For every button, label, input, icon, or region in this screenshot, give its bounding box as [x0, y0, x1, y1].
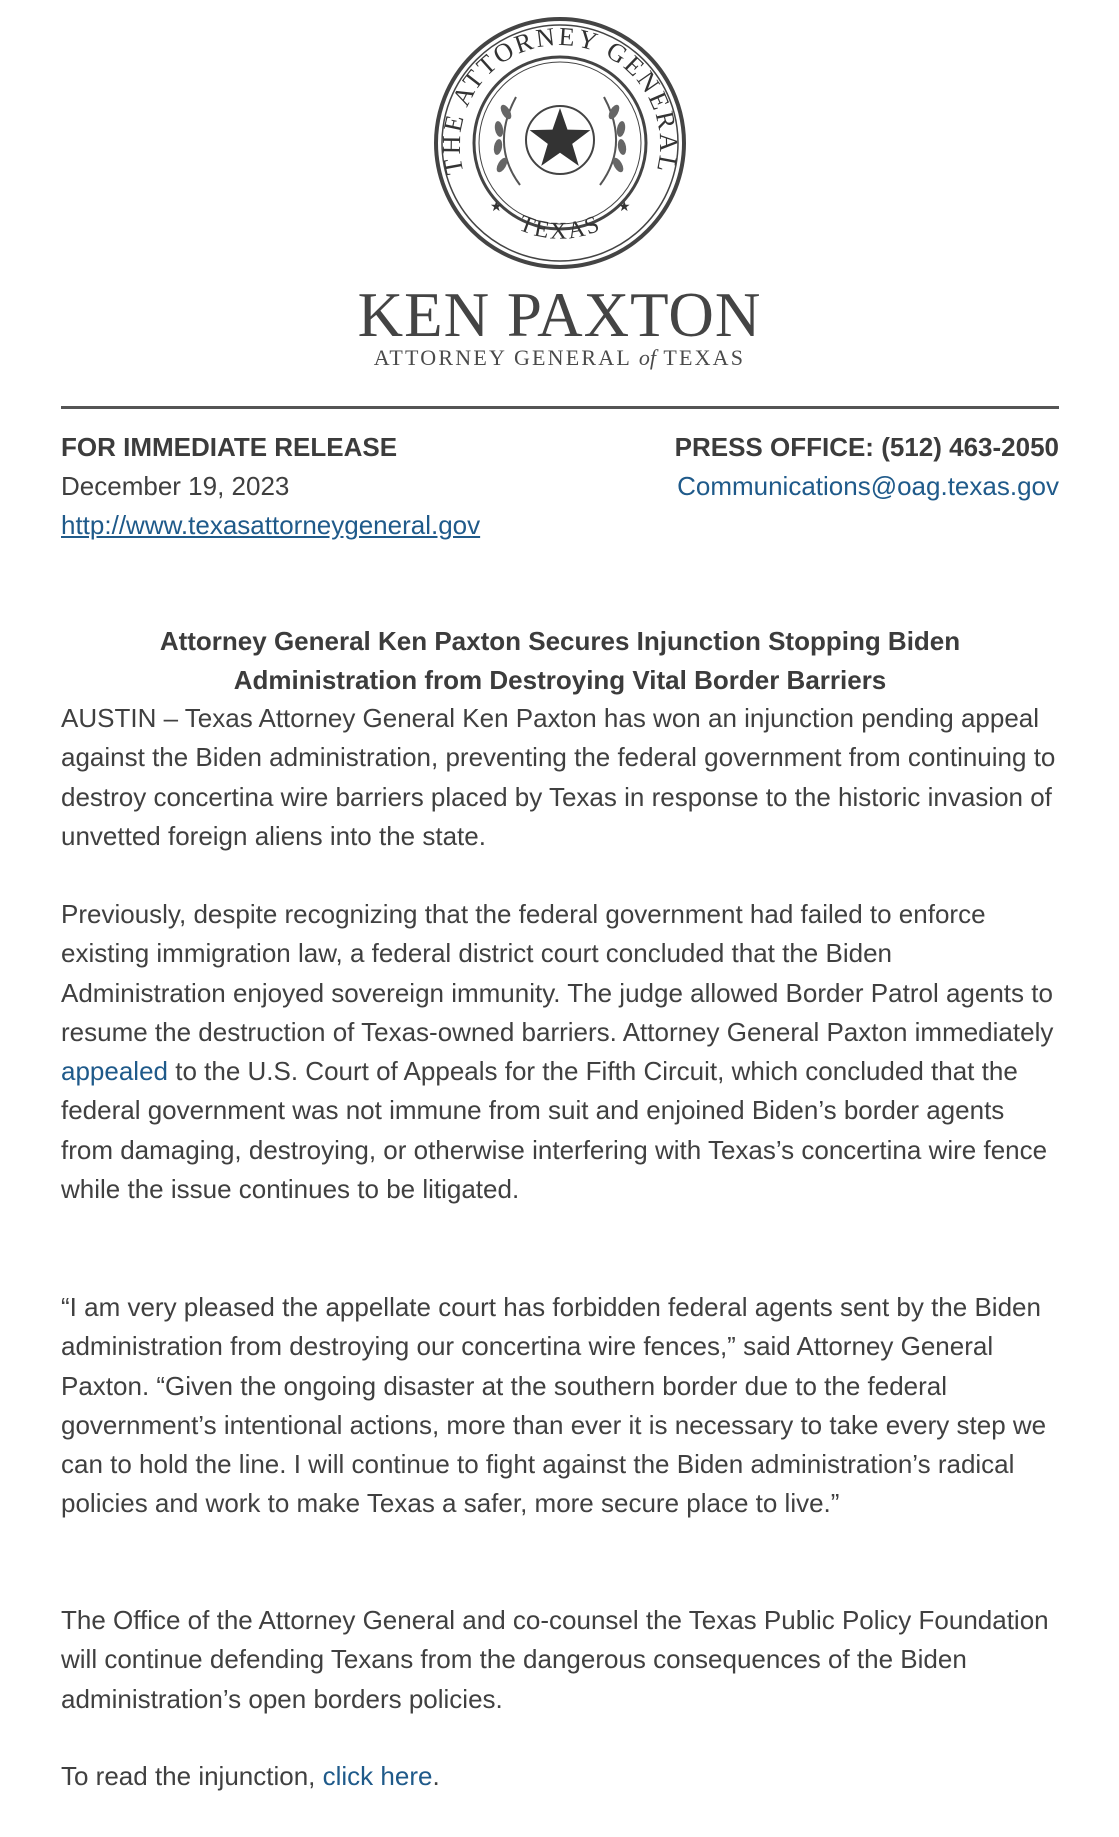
website-link[interactable]: http://www.texasattorneygeneral.gov	[61, 510, 481, 540]
paragraph-2-text-a: Previously, despite recognizing that the federal government had failed to enforce existing immigration law, a federal district court concluded that the Biden Administration enjoyed sovereign immunity. The judge allowed Border Patrol agents to resume the destruction of Texas-owned barriers. Attorney General Paxton immediately	[61, 899, 1054, 1047]
paragraph-2-text-b: to the U.S. Court of Appeals for the Fifth Circuit, which concluded that the federal government was not immune from suit and enjoined Biden’s border agents from damaging, destroying, or otherwise interfering with Texas’s concertina wire fence while the issue continues to be litigated.	[61, 1056, 1048, 1205]
header-divider	[61, 406, 1059, 409]
subtitle-part-2: TEXAS	[656, 345, 746, 370]
attorney-name: KEN PAXTON	[357, 280, 762, 350]
appealed-link[interactable]: appealed	[61, 1056, 168, 1087]
click-here-link[interactable]: click here	[322, 1761, 433, 1791]
subtitle-of: of	[638, 345, 657, 370]
svg-text:TEXAS	[515, 211, 604, 245]
paragraph-5	[61, 1757, 1059, 1796]
paragraph-1-text: AUSTIN – Texas Attorney General Ken Paxton has won an injunction pending appeal against the Biden administration, preventing the federal government from continuing to destroy concertina wire barriers placed by Texas in response to the historic invasion of unvetted foreign aliens into the state.	[61, 703, 1056, 851]
seal-text-bottom: TEXAS	[515, 210, 605, 245]
paragraph-4-text: The Office of the Attorney General and co-counsel the Texas Public Policy Foundation will continue defending Texans from the dangerous consequences of the Biden administration’s open borders policies.	[61, 1605, 1049, 1714]
headline-line-2: Administration from Destroying Vital Border Barriers	[233, 665, 887, 695]
paragraph-3-quote	[61, 1288, 1059, 1524]
press-email-link[interactable]: Communications@oag.texas.gov	[677, 471, 1059, 501]
svg-text:★: ★	[490, 199, 503, 215]
svg-text:★: ★	[618, 199, 631, 215]
paragraph-2	[61, 895, 1059, 1209]
paragraph-4	[61, 1601, 1059, 1719]
release-label: FOR IMMEDIATE RELEASE	[61, 432, 398, 462]
release-info	[61, 428, 480, 545]
attorney-subtitle	[0, 343, 1119, 373]
subtitle-part-1: ATTORNEY GENERAL	[373, 345, 639, 370]
press-office-info	[675, 428, 1059, 506]
headline-line-1: Attorney General Ken Paxton Secures Injunction Stopping Biden	[159, 626, 961, 656]
release-date: December 19, 2023	[61, 471, 290, 501]
paragraph-1	[61, 699, 1059, 856]
headline	[61, 622, 1059, 700]
seal-text-top: THE ATTORNEY GENERAL	[436, 21, 684, 177]
paragraph-3-text: “I am very pleased the appellate court has forbidden federal agents sent by the Biden administration from destroying our concertina wire fences,” said Attorney General Paxton. “Given the ongoing disaster at the southern border due to the federal government’s intentional actions, more than ever it is necessary to take every step we can to hold the line. I will continue to fight against the Biden administration’s radical policies and work to make Texas a safer, more secure place to live.”	[61, 1292, 1047, 1519]
press-office-label: PRESS OFFICE: (512) 463-2050	[674, 432, 1059, 462]
paragraph-5-text-a: To read the injunction,	[61, 1761, 323, 1791]
paragraph-5-text-b: .	[432, 1761, 440, 1791]
attorney-general-seal-logo	[432, 15, 688, 271]
